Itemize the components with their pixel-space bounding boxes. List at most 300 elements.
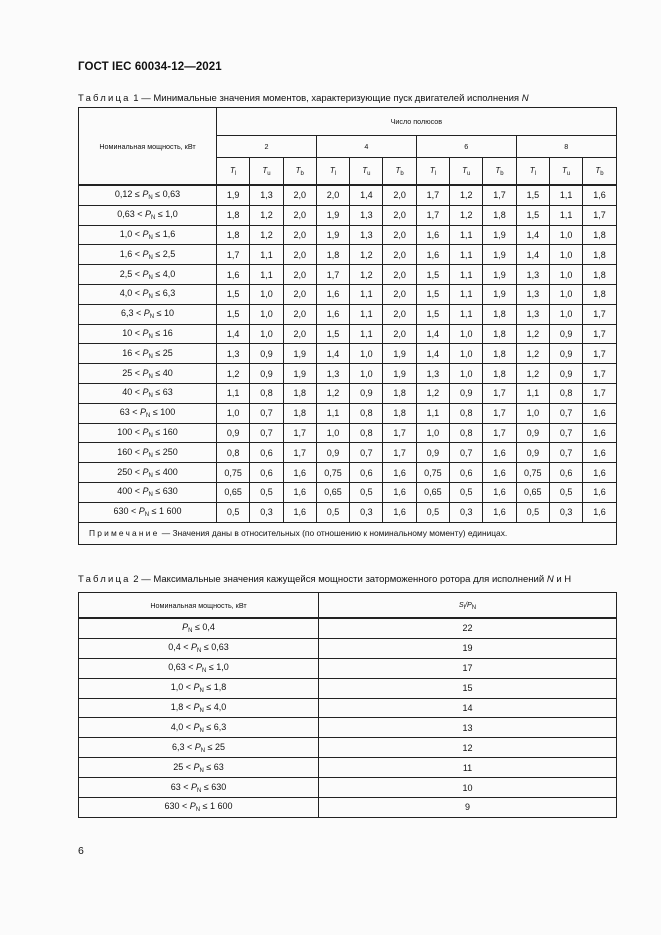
- torque-value-cell: 1,1: [450, 284, 483, 304]
- power-range-cell: [79, 638, 319, 658]
- torque-value-cell: 1,1: [316, 403, 349, 423]
- torque-value-cell: 1,8: [583, 245, 616, 265]
- torque-value-cell: 1,7: [217, 245, 250, 265]
- torque-value-cell: 1,4: [316, 344, 349, 364]
- torque-value-cell: 0,3: [450, 502, 483, 522]
- torque-value-cell: 0,7: [549, 403, 582, 423]
- torque-value-cell: 0,65: [516, 482, 549, 502]
- torque-value-cell: 2,0: [383, 324, 416, 344]
- torque-value-cell: 0,9: [549, 344, 582, 364]
- power-range-cell: [79, 245, 217, 265]
- table-row: [79, 798, 617, 818]
- torque-value-cell: 1,0: [549, 225, 582, 245]
- table-row: [79, 778, 617, 798]
- power-range: $25 < P_N \le 40$: [122, 367, 173, 380]
- torque-value-cell: 1,4: [516, 245, 549, 265]
- torque-value-cell: 2,0: [383, 265, 416, 285]
- power-range-cell: [79, 698, 319, 718]
- power-range-cell: [79, 738, 319, 758]
- power-range-cell: [79, 205, 217, 225]
- torque-value-cell: 0,75: [516, 463, 549, 483]
- torque-value-cell: 1,6: [483, 463, 516, 483]
- power-range-cell: [79, 403, 217, 423]
- power-range-cell: [79, 344, 217, 364]
- torque-value-cell: 1,7: [583, 364, 616, 384]
- table2-caption: Таблица 2 — Максимальные значения кажущейся мощности заторможенного ротора для исполнений N и H: [78, 574, 572, 585]
- torque-symbol-header: $T_b$: [283, 158, 316, 186]
- power-range-cell: [79, 324, 217, 344]
- torque-value-cell: 1,3: [416, 364, 449, 384]
- torque-symbol-header: $T_l$: [416, 158, 449, 186]
- table-row: [79, 698, 617, 718]
- torque-value-cell: 1,1: [450, 245, 483, 265]
- torque-value-cell: 0,9: [350, 383, 383, 403]
- pole-count-header: 8: [516, 136, 616, 158]
- power-range: $6,3 < P_N \le 25$: [171, 741, 226, 754]
- torque-value-cell: 1,2: [516, 344, 549, 364]
- power-range: $63 < P_N \le 630$: [170, 781, 227, 794]
- torque-value-cell: 0,8: [450, 423, 483, 443]
- torque-value-cell: 2,0: [283, 324, 316, 344]
- torque-value-cell: 1,8: [217, 225, 250, 245]
- torque-value-cell: 1,2: [516, 324, 549, 344]
- torque-value-cell: 1,7: [483, 403, 516, 423]
- ratio-value-cell: 11: [319, 758, 617, 778]
- torque-value-cell: 1,2: [217, 364, 250, 384]
- torque-value-cell: 1,0: [350, 364, 383, 384]
- torque-value-cell: 2,0: [283, 265, 316, 285]
- torque-value-cell: 1,1: [350, 324, 383, 344]
- torque-value-cell: 1,6: [283, 502, 316, 522]
- table1-caption: Таблица 1 — Минимальные значения моментов, характеризующие пуск двигателей исполнения N: [78, 93, 529, 104]
- torque-value-cell: 1,8: [583, 225, 616, 245]
- torque-value-cell: 0,5: [516, 502, 549, 522]
- table-row: [79, 324, 617, 344]
- pole-count-header: 6: [416, 136, 516, 158]
- torque-value-cell: 1,5: [416, 284, 449, 304]
- power-range-cell: [79, 225, 217, 245]
- torque-value-cell: 1,7: [583, 324, 616, 344]
- torque-value-cell: 1,6: [283, 463, 316, 483]
- torque-value-cell: 1,6: [416, 225, 449, 245]
- torque-value-cell: 1,0: [217, 403, 250, 423]
- torque-value-cell: 1,8: [316, 245, 349, 265]
- torque-value-cell: 1,9: [283, 364, 316, 384]
- torque-value-cell: 0,3: [350, 502, 383, 522]
- torque-value-cell: 1,8: [217, 205, 250, 225]
- torque-value-cell: 1,1: [416, 403, 449, 423]
- torque-value-cell: 1,7: [583, 383, 616, 403]
- torque-value-cell: 1,5: [316, 324, 349, 344]
- table-row: [79, 185, 617, 205]
- torque-value-cell: 1,4: [416, 324, 449, 344]
- torque-symbol-header: $T_b$: [583, 158, 616, 186]
- torque-value-cell: 1,8: [283, 403, 316, 423]
- torque-value-cell: 1,2: [350, 245, 383, 265]
- power-range-cell: [79, 463, 217, 483]
- torque-value-cell: 0,9: [416, 443, 449, 463]
- power-range: $100 < P_N \le 160$: [117, 426, 178, 439]
- torque-value-cell: 1,1: [217, 383, 250, 403]
- pole-count-header: 4: [316, 136, 416, 158]
- torque-value-cell: 1,7: [483, 185, 516, 205]
- power-range: $1,6 < P_N \le 2,5$: [119, 248, 176, 261]
- torque-value-cell: 1,3: [350, 225, 383, 245]
- torque-value-cell: 1,6: [583, 502, 616, 522]
- torque-value-cell: 1,0: [450, 364, 483, 384]
- torque-value-cell: 1,3: [217, 344, 250, 364]
- torque-value-cell: 1,8: [483, 324, 516, 344]
- power-range: $0,63 < P_N \le 1,0$: [168, 662, 229, 675]
- power-range-cell: [79, 758, 319, 778]
- torque-value-cell: 2,0: [383, 284, 416, 304]
- torque-value-cell: 1,6: [217, 265, 250, 285]
- power-range-cell: [79, 798, 319, 818]
- torque-value-cell: 0,3: [549, 502, 582, 522]
- torque-value-cell: 1,6: [583, 463, 616, 483]
- torque-value-cell: 1,0: [316, 423, 349, 443]
- torque-value-cell: 1,9: [316, 225, 349, 245]
- torque-value-cell: 1,5: [516, 185, 549, 205]
- torque-value-cell: 1,8: [483, 344, 516, 364]
- torque-value-cell: 1,1: [450, 304, 483, 324]
- torque-value-cell: 0,7: [250, 403, 283, 423]
- torque-value-cell: 1,4: [217, 324, 250, 344]
- table-row: [79, 618, 617, 638]
- torque-value-cell: 1,7: [583, 344, 616, 364]
- torque-value-cell: 1,1: [450, 225, 483, 245]
- torque-symbol-header: $T_u$: [549, 158, 582, 186]
- table-row: [79, 718, 617, 738]
- torque-value-cell: 1,9: [483, 245, 516, 265]
- table-row: [79, 482, 617, 502]
- torque-value-cell: 0,3: [250, 502, 283, 522]
- torque-value-cell: 1,2: [416, 383, 449, 403]
- table-row: [79, 638, 617, 658]
- torque-value-cell: 1,0: [250, 304, 283, 324]
- torque-value-cell: 1,7: [383, 423, 416, 443]
- torque-value-cell: 1,9: [483, 284, 516, 304]
- torque-value-cell: 0,7: [250, 423, 283, 443]
- torque-value-cell: 1,1: [549, 205, 582, 225]
- torque-value-cell: 1,3: [250, 185, 283, 205]
- torque-value-cell: 2,0: [283, 304, 316, 324]
- torque-value-cell: 1,8: [483, 364, 516, 384]
- table2-locked-rotor-power: [78, 592, 617, 818]
- torque-value-cell: 1,0: [250, 324, 283, 344]
- torque-value-cell: 1,7: [383, 443, 416, 463]
- torque-value-cell: 1,1: [450, 265, 483, 285]
- col-header-power: Номинальная мощность, кВт: [79, 108, 217, 186]
- torque-value-cell: 2,0: [383, 205, 416, 225]
- table-row: [79, 364, 617, 384]
- torque-value-cell: 1,8: [483, 205, 516, 225]
- torque-value-cell: 0,5: [350, 482, 383, 502]
- torque-value-cell: 0,9: [250, 364, 283, 384]
- torque-value-cell: 1,6: [316, 284, 349, 304]
- torque-value-cell: 0,8: [217, 443, 250, 463]
- torque-value-cell: 2,0: [283, 205, 316, 225]
- torque-value-cell: 1,2: [250, 205, 283, 225]
- power-range: $16 < P_N \le 25$: [122, 347, 173, 360]
- torque-value-cell: 1,6: [316, 304, 349, 324]
- torque-value-cell: 1,7: [583, 304, 616, 324]
- torque-value-cell: 1,6: [583, 482, 616, 502]
- torque-value-cell: 1,9: [483, 225, 516, 245]
- torque-symbol-header: $T_u$: [450, 158, 483, 186]
- torque-value-cell: 0,7: [549, 443, 582, 463]
- torque-value-cell: 1,9: [316, 205, 349, 225]
- torque-value-cell: 1,6: [383, 482, 416, 502]
- table1-starting-torques: [78, 107, 617, 545]
- torque-value-cell: 0,75: [217, 463, 250, 483]
- power-range-cell: [79, 618, 319, 638]
- power-range-cell: [79, 265, 217, 285]
- power-range-cell: [79, 185, 217, 205]
- torque-value-cell: 1,1: [350, 304, 383, 324]
- torque-value-cell: 1,8: [583, 284, 616, 304]
- power-range: $6,3 < P_N \le 10$: [120, 308, 175, 321]
- torque-value-cell: 1,2: [450, 205, 483, 225]
- power-range: $0,4 < P_N \le 0,63$: [168, 642, 229, 655]
- torque-value-cell: 1,4: [516, 225, 549, 245]
- torque-value-cell: 1,1: [549, 185, 582, 205]
- torque-value-cell: 1,9: [217, 185, 250, 205]
- torque-value-cell: 0,8: [350, 403, 383, 423]
- power-range: $40 < P_N \le 63$: [122, 387, 173, 400]
- ratio-value-cell: 10: [319, 778, 617, 798]
- table-row: [79, 205, 617, 225]
- power-range-cell: [79, 383, 217, 403]
- pole-count-header: 2: [217, 136, 317, 158]
- power-range: $1,0 < P_N \le 1,8$: [170, 682, 227, 695]
- power-range: $0,12 \le P_N \le 0,63$: [114, 189, 181, 202]
- torque-value-cell: 1,0: [516, 403, 549, 423]
- torque-value-cell: 1,6: [383, 502, 416, 522]
- power-range: $4,0 < P_N \le 6,3$: [119, 288, 176, 301]
- power-range: $1,8 < P_N \le 4,0$: [170, 702, 227, 714]
- torque-value-cell: 0,75: [416, 463, 449, 483]
- table-row: [79, 758, 617, 778]
- torque-value-cell: 1,1: [250, 265, 283, 285]
- torque-value-cell: 1,0: [450, 324, 483, 344]
- torque-value-cell: 1,0: [549, 304, 582, 324]
- torque-value-cell: 1,6: [483, 502, 516, 522]
- torque-value-cell: 1,2: [450, 185, 483, 205]
- ratio-value-cell: 14: [319, 698, 617, 718]
- torque-value-cell: 0,8: [549, 383, 582, 403]
- table-row: [79, 658, 617, 678]
- torque-value-cell: 1,1: [516, 383, 549, 403]
- torque-value-cell: 0,5: [450, 482, 483, 502]
- power-range: $160 < P_N \le 250$: [117, 446, 178, 459]
- torque-value-cell: 1,4: [416, 344, 449, 364]
- torque-symbol-header: $T_b$: [483, 158, 516, 186]
- power-range-cell: [79, 502, 217, 522]
- torque-symbol-header: $T_l$: [516, 158, 549, 186]
- power-range: $2,5 < P_N \le 4,0$: [119, 268, 176, 281]
- torque-value-cell: 1,8: [383, 383, 416, 403]
- torque-value-cell: 1,2: [516, 364, 549, 384]
- torque-value-cell: 2,0: [283, 185, 316, 205]
- table-row: [79, 245, 617, 265]
- power-range: $4,0 < P_N \le 6,3$: [170, 721, 227, 734]
- torque-value-cell: 0,6: [549, 463, 582, 483]
- ratio-value-cell: 19: [319, 638, 617, 658]
- torque-value-cell: 1,2: [350, 265, 383, 285]
- torque-value-cell: 0,7: [350, 443, 383, 463]
- torque-value-cell: 1,0: [350, 344, 383, 364]
- torque-value-cell: 0,9: [217, 423, 250, 443]
- torque-value-cell: 1,5: [416, 265, 449, 285]
- col-header-poles: Число полюсов: [217, 108, 617, 136]
- torque-value-cell: 1,0: [450, 344, 483, 364]
- table-row: [79, 463, 617, 483]
- table-row: [79, 225, 617, 245]
- torque-value-cell: 1,7: [283, 423, 316, 443]
- torque-value-cell: 0,7: [549, 423, 582, 443]
- table-row: [79, 423, 617, 443]
- torque-value-cell: 1,0: [549, 284, 582, 304]
- power-range-cell: [79, 284, 217, 304]
- torque-value-cell: 2,0: [283, 284, 316, 304]
- table1-note: Примечание — Значения даны в относительных (по отношению к номинальному моменту) единицах.: [79, 522, 617, 544]
- torque-value-cell: 1,9: [483, 265, 516, 285]
- torque-value-cell: 1,7: [416, 205, 449, 225]
- ratio-value-cell: 9: [319, 798, 617, 818]
- power-range: $630 < P_N \le 1$ 600: [113, 506, 182, 519]
- torque-value-cell: 2,0: [283, 225, 316, 245]
- torque-value-cell: 1,6: [483, 482, 516, 502]
- power-range: $25 < P_N \le 63$: [173, 761, 224, 774]
- torque-value-cell: 0,65: [416, 482, 449, 502]
- torque-value-cell: 1,6: [583, 443, 616, 463]
- torque-value-cell: 0,5: [217, 502, 250, 522]
- torque-value-cell: 2,0: [383, 245, 416, 265]
- torque-symbol-header: $T_b$: [383, 158, 416, 186]
- document-title: ГОСТ IEC 60034-12—2021: [78, 61, 222, 73]
- page-number: 6: [78, 845, 84, 857]
- torque-value-cell: 1,5: [217, 284, 250, 304]
- torque-value-cell: 0,5: [316, 502, 349, 522]
- torque-value-cell: 1,7: [583, 205, 616, 225]
- torque-value-cell: 1,6: [383, 463, 416, 483]
- torque-value-cell: 0,6: [250, 443, 283, 463]
- torque-value-cell: 0,5: [549, 482, 582, 502]
- torque-value-cell: 1,6: [483, 443, 516, 463]
- ratio-value-cell: 12: [319, 738, 617, 758]
- torque-value-cell: 0,6: [450, 463, 483, 483]
- power-range-cell: [79, 443, 217, 463]
- torque-value-cell: 0,8: [350, 423, 383, 443]
- torque-symbol-header: $T_l$: [316, 158, 349, 186]
- ratio-value-cell: 15: [319, 678, 617, 698]
- torque-symbol-header: $T_u$: [350, 158, 383, 186]
- torque-value-cell: 1,8: [483, 304, 516, 324]
- power-range-cell: [79, 678, 319, 698]
- power-range: $400 < P_N \le 630$: [117, 486, 178, 499]
- torque-value-cell: 0,9: [516, 443, 549, 463]
- torque-value-cell: 1,7: [316, 265, 349, 285]
- power-range-cell: [79, 304, 217, 324]
- power-range-cell: [79, 423, 217, 443]
- torque-value-cell: 1,3: [516, 284, 549, 304]
- torque-value-cell: 0,9: [549, 364, 582, 384]
- torque-symbol-header: $T_u$: [250, 158, 283, 186]
- torque-value-cell: 1,7: [416, 185, 449, 205]
- torque-value-cell: 1,3: [350, 205, 383, 225]
- ratio-value-cell: 13: [319, 718, 617, 738]
- power-range-cell: [79, 482, 217, 502]
- ratio-value-cell: 17: [319, 658, 617, 678]
- power-range: $630 < P_N \le 1$ 600: [164, 801, 233, 814]
- torque-value-cell: 1,9: [383, 364, 416, 384]
- torque-value-cell: 2,0: [316, 185, 349, 205]
- power-range: $P_N \le 0,4$: [182, 622, 215, 635]
- torque-value-cell: 0,6: [250, 463, 283, 483]
- torque-value-cell: 1,6: [583, 403, 616, 423]
- table-row: [79, 403, 617, 423]
- torque-value-cell: 2,0: [283, 245, 316, 265]
- table-row: [79, 344, 617, 364]
- table-row: [79, 383, 617, 403]
- torque-value-cell: 1,1: [250, 245, 283, 265]
- power-range-cell: [79, 718, 319, 738]
- torque-value-cell: 2,0: [383, 225, 416, 245]
- torque-value-cell: 1,5: [217, 304, 250, 324]
- torque-value-cell: 0,9: [316, 443, 349, 463]
- torque-value-cell: 0,75: [316, 463, 349, 483]
- torque-value-cell: 1,9: [383, 344, 416, 364]
- torque-value-cell: 1,8: [283, 383, 316, 403]
- torque-value-cell: 1,4: [350, 185, 383, 205]
- torque-value-cell: 1,6: [283, 482, 316, 502]
- torque-value-cell: 1,0: [250, 284, 283, 304]
- power-range-cell: [79, 778, 319, 798]
- torque-value-cell: 1,0: [416, 423, 449, 443]
- torque-value-cell: 0,8: [450, 403, 483, 423]
- torque-value-cell: 1,6: [583, 423, 616, 443]
- torque-value-cell: 1,2: [316, 383, 349, 403]
- torque-value-cell: 0,9: [450, 383, 483, 403]
- torque-value-cell: 0,65: [316, 482, 349, 502]
- ratio-value-cell: 22: [319, 618, 617, 638]
- torque-value-cell: 0,9: [250, 344, 283, 364]
- table-row: [79, 304, 617, 324]
- table-row: [79, 678, 617, 698]
- col-header-ratio: $S_l/P_N$: [319, 593, 617, 619]
- power-range: $1,0 < P_N \le 1,6$: [119, 228, 176, 241]
- torque-value-cell: 1,3: [316, 364, 349, 384]
- table-row: [79, 265, 617, 285]
- torque-value-cell: 0,9: [516, 423, 549, 443]
- torque-value-cell: 1,3: [516, 304, 549, 324]
- torque-value-cell: 0,65: [217, 482, 250, 502]
- table-row: [79, 738, 617, 758]
- torque-value-cell: 2,0: [383, 304, 416, 324]
- power-range: $250 < P_N \le 400$: [117, 466, 178, 479]
- torque-value-cell: 0,7: [450, 443, 483, 463]
- power-range: $63 < P_N \le 100$: [119, 407, 176, 420]
- torque-value-cell: 0,8: [250, 383, 283, 403]
- torque-value-cell: 1,1: [350, 284, 383, 304]
- torque-value-cell: 1,7: [483, 423, 516, 443]
- torque-value-cell: 1,8: [583, 265, 616, 285]
- torque-symbol-header: $T_l$: [217, 158, 250, 186]
- col-header-power: Номинальная мощность, кВт: [79, 593, 319, 619]
- torque-value-cell: 1,8: [383, 403, 416, 423]
- torque-value-cell: 1,0: [549, 245, 582, 265]
